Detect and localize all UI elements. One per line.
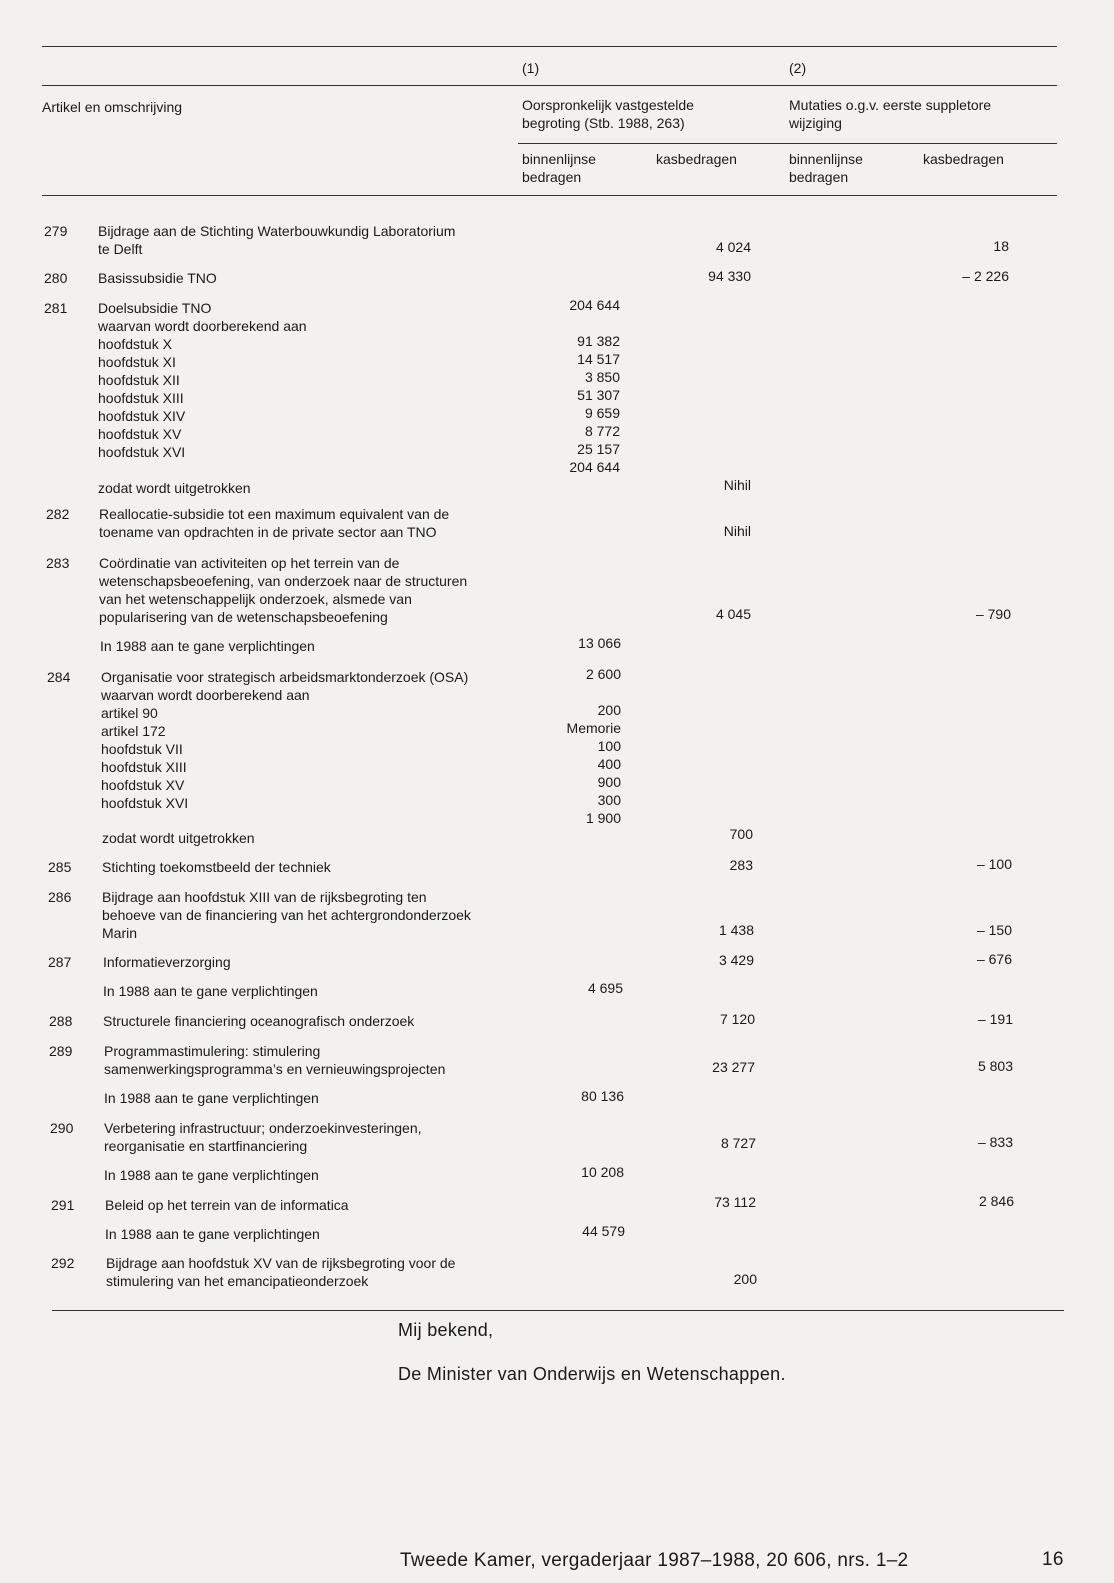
column-1-title: Oorspronkelijk vastgestelde begroting (Stb. 1988, 263)	[522, 97, 694, 131]
article-number: 288	[49, 1013, 73, 1029]
column-2-title: Mutaties o.g.v. eerste suppletore wijziging	[789, 97, 992, 131]
kas-1-value: 4 045	[715, 606, 751, 622]
article-number: 286	[48, 889, 72, 905]
article-description: Coördinatie van activiteiten op het terrein van de wetenschapsbeoefening, van onderzoek naar de structuren van het wetenschappelijk onderzoek, alsmede van popularisering van de wetenschapsbeoefening	[99, 555, 468, 625]
kas-1-value: Nihil	[723, 523, 751, 539]
kas-1-value: 200	[733, 1271, 757, 1287]
kas-2-value: – 150	[976, 922, 1012, 938]
index-rule	[42, 85, 1057, 86]
kas-2-value: 18	[993, 238, 1009, 254]
article-description: In 1988 aan te gane verplichtingen	[103, 983, 318, 999]
article-description: Structurele financiering oceanografisch onderzoek	[103, 1013, 415, 1029]
binnen-1-value: 204 644 91 382 14 517 3 850 51 307 9 659 8 772 25 157 204 644	[569, 297, 620, 475]
column-index-2: (2)	[789, 60, 807, 76]
header-bottom-rule	[42, 195, 1057, 196]
page-number: 16	[1042, 1549, 1064, 1570]
article-description: In 1988 aan te gane verplichtingen	[105, 1226, 320, 1242]
article-number: 287	[48, 954, 72, 970]
binnen-1-value: 13 066	[578, 635, 621, 651]
article-description: zodat wordt uitgetrokken	[98, 480, 251, 496]
kas-2-value: 5 803	[977, 1058, 1013, 1074]
article-number: 283	[46, 555, 70, 571]
article-description: Bijdrage aan hoofdstuk XIII van de rijksbegroting ten behoeve van de financiering van het achtergrondonderzoek Marin	[102, 889, 471, 941]
subheader-binnen-2: binnenlijnse bedragen	[789, 151, 863, 185]
binnen-1-value: 80 136	[581, 1088, 624, 1104]
binnen-1-value: 4 695	[587, 980, 623, 996]
article-column-header: Artikel en omschrijving	[42, 99, 183, 115]
binnen-1-value: 44 579	[582, 1223, 625, 1239]
subheader-rule	[518, 143, 1057, 144]
article-number: 280	[44, 270, 68, 286]
table-bottom-rule	[52, 1310, 1064, 1311]
article-description: Doelsubsidie TNO waarvan wordt doorberekend aan hoofdstuk X hoofdstuk XI hoofdstuk XII hoofdstuk XIII hoofdstuk XIV hoofdstuk XV hoofdstuk XVI	[98, 300, 307, 460]
article-number: 292	[51, 1255, 75, 1271]
article-description: In 1988 aan te gane verplichtingen	[100, 638, 315, 654]
kas-1-value: 4 024	[715, 239, 751, 255]
article-number: 285	[48, 859, 72, 875]
article-description: Basissubsidie TNO	[98, 270, 217, 286]
article-number: 291	[51, 1197, 75, 1213]
subheader-binnen-1: binnenlijnse bedragen	[522, 151, 596, 185]
kas-1-value: 7 120	[719, 1011, 755, 1027]
kas-2-value: 2 846	[978, 1193, 1014, 1209]
article-description: Reallocatie-subsidie tot een maximum equivalent van de toename van opdrachten in de private sector aan TNO	[99, 506, 450, 540]
article-description: zodat wordt uitgetrokken	[102, 830, 255, 846]
article-number: 284	[47, 669, 71, 685]
article-description: Bijdrage aan de Stichting Waterbouwkundig Laboratorium te Delft	[98, 223, 456, 257]
kas-2-value: – 2 226	[962, 268, 1009, 284]
kas-1-value: 3 429	[718, 952, 754, 968]
subheader-kas-1: kasbedragen	[656, 151, 737, 167]
kas-1-value: Nihil	[723, 477, 751, 493]
article-number: 290	[50, 1120, 74, 1136]
minister-signature-line: De Minister van Onderwijs en Wetenschappen.	[398, 1364, 786, 1384]
binnen-1-value: 10 208	[581, 1164, 624, 1180]
article-description: Verbetering infrastructuur; onderzoekinvesteringen, reorganisatie en startfinanciering	[104, 1120, 422, 1154]
article-description: Organisatie voor strategisch arbeidsmarktonderzoek (OSA) waarvan wordt doorberekend aan artikel 90 artikel 172 hoofdstuk VII hoofdstuk XIII hoofdstuk XV hoofdstuk XVI	[101, 669, 469, 811]
kas-1-value: 1 438	[718, 922, 754, 938]
column-index-1: (1)	[522, 60, 540, 76]
article-description: Programmastimulering: stimulering samenwerkingsprogramma’s en vernieuwingsprojecten	[104, 1043, 446, 1077]
kas-2-value: – 790	[975, 606, 1011, 622]
kas-1-value: 700	[729, 826, 753, 842]
kas-1-value: 23 277	[712, 1059, 755, 1075]
top-rule	[42, 46, 1057, 47]
article-number: 282	[46, 506, 70, 522]
article-description: Bijdrage aan hoofdstuk XV van de rijksbegroting voor de stimulering van het emancipatieonderzoek	[106, 1255, 456, 1289]
article-description: Stichting toekomstbeeld der techniek	[102, 859, 331, 875]
article-description: Informatieverzorging	[103, 954, 231, 970]
subheader-kas-2: kasbedragen	[923, 151, 1004, 167]
kas-2-value: – 100	[976, 856, 1012, 872]
closing-acknowledgement: Mij bekend,	[398, 1320, 494, 1340]
kas-2-value: – 833	[977, 1134, 1013, 1150]
article-number: 281	[44, 300, 68, 316]
kas-1-value: 8 727	[720, 1135, 756, 1151]
article-number: 279	[44, 223, 68, 239]
article-description: Beleid op het terrein van de informatica	[105, 1197, 349, 1213]
article-description: In 1988 aan te gane verplichtingen	[104, 1090, 319, 1106]
article-description: In 1988 aan te gane verplichtingen	[104, 1167, 319, 1183]
kas-1-value: 283	[729, 857, 753, 873]
kas-2-value: – 676	[976, 951, 1012, 967]
footer-reference: Tweede Kamer, vergaderjaar 1987–1988, 20 606, nrs. 1–2	[400, 1550, 909, 1571]
binnen-1-value: 2 600 200 Memorie 100 400 900 300 1 900	[566, 666, 621, 826]
kas-2-value: – 191	[977, 1011, 1013, 1027]
article-number: 289	[49, 1043, 73, 1059]
kas-1-value: 73 112	[714, 1194, 756, 1210]
kas-1-value: 94 330	[708, 268, 751, 284]
